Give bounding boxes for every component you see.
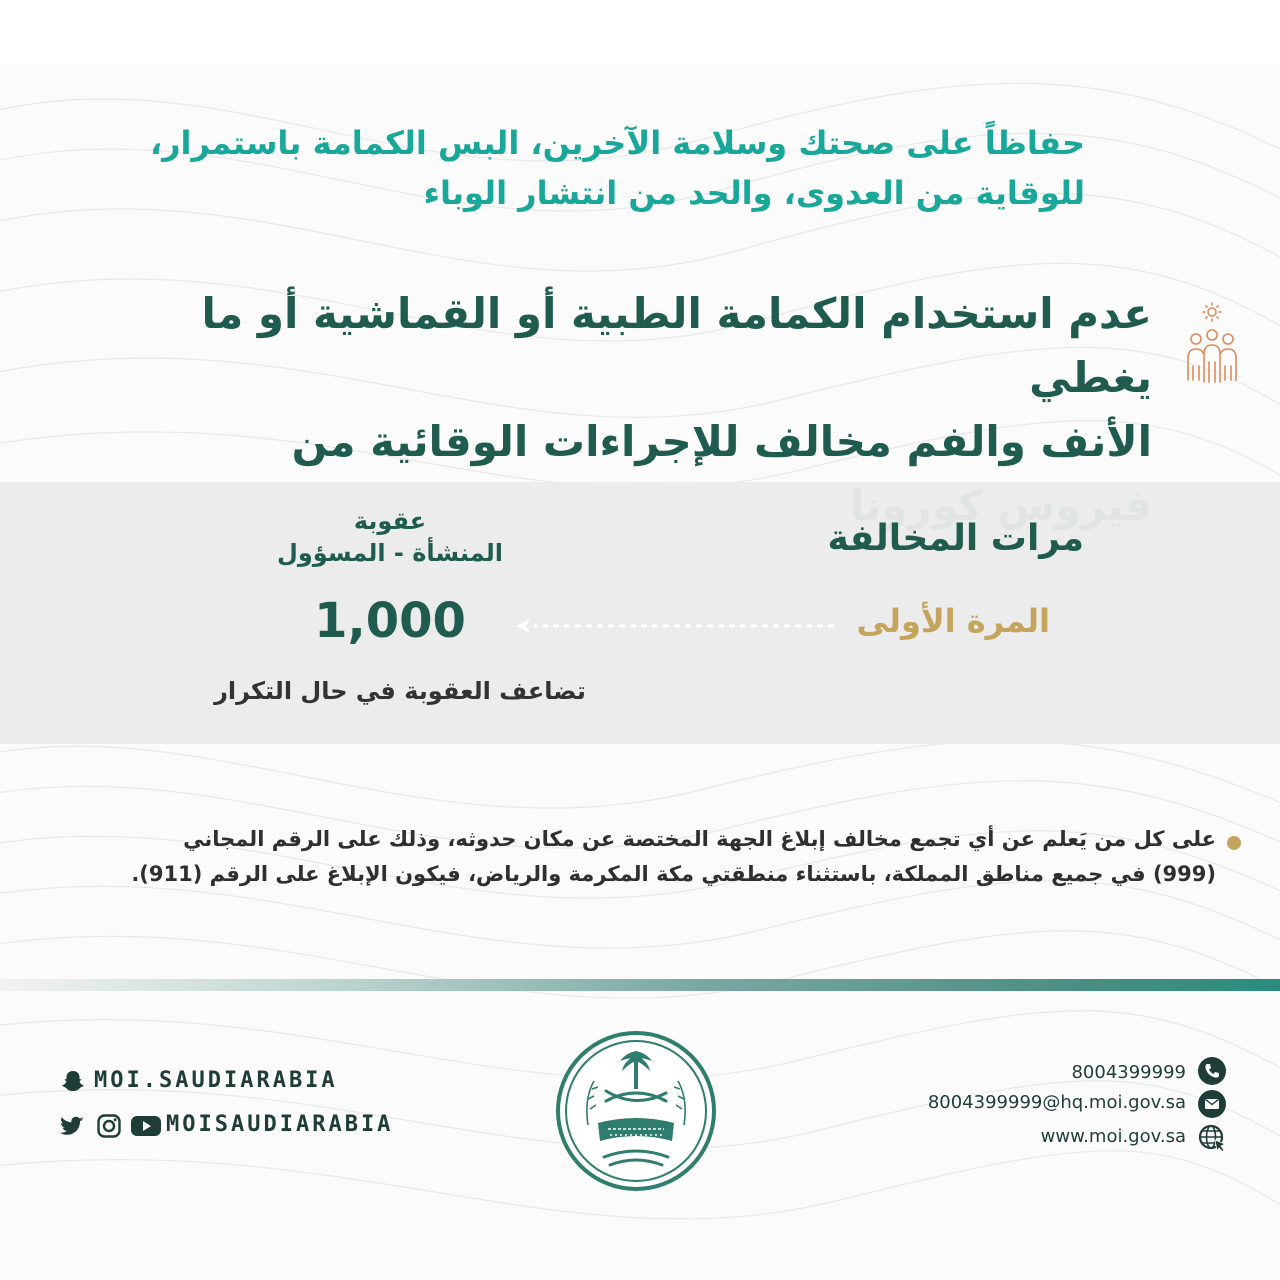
email-address[interactable]: 8004399999@hq.moi.gov.sa <box>927 1092 1186 1113</box>
globe-cursor-icon[interactable] <box>1197 1123 1227 1153</box>
phone-number[interactable]: 8004399999 <box>1071 1062 1186 1083</box>
penalty-header <box>240 505 540 569</box>
intro-line-1: حفاظاً على صحتك وسلامة الآخرين، البس الكمامة باستمرار، <box>149 124 1085 162</box>
intro-text <box>125 118 1085 218</box>
snapchat-handle[interactable]: MOI.SAUDIARABIA <box>94 1068 338 1093</box>
twitter-icon[interactable] <box>60 1113 86 1139</box>
website-link[interactable]: www.moi.gov.sa <box>1040 1126 1186 1147</box>
dashed-arrow-left-icon <box>514 617 836 635</box>
first-offense-label: المرة الأولى <box>856 602 1050 640</box>
youtube-icon[interactable] <box>130 1113 162 1139</box>
violation-times-title: مرات المخالفة <box>827 518 1084 559</box>
headline-line-1: عدم استخدام الكمامة الطبية أو القماشية أو ما يغطي <box>201 289 1152 402</box>
mail-icon[interactable] <box>1197 1089 1227 1119</box>
footer-divider <box>0 979 1280 991</box>
snapchat-icon[interactable] <box>60 1069 86 1095</box>
reporting-notice <box>112 822 1216 892</box>
repeat-note: تضاعف العقوبة في حال التكرار <box>214 677 586 705</box>
people-virus-icon <box>1180 302 1244 390</box>
notice-bullet <box>1227 836 1241 850</box>
top-white-margin <box>0 0 1280 64</box>
intro-line-2: للوقاية من العدوى، والحد من انتشار الوباء <box>423 174 1085 212</box>
instagram-icon[interactable] <box>96 1113 122 1139</box>
ministry-seal-emblem <box>554 1029 718 1193</box>
headline-line-2: الأنف والفم مخالف للإجراءات الوقائية من <box>291 417 1152 466</box>
notice-line-1: على كل من يَعلم عن أي تجمع مخالف إبلاغ الجهة المختصة عن مكان حدوثه، وذلك على الرقم المجاني <box>183 827 1216 851</box>
penalty-header-line-2: المنشأة - المسؤول <box>277 539 503 567</box>
notice-line-2: (999) في جميع مناطق المملكة، باستثناء منطقتي مكة المكرمة والرياض، فيكون الإبلاغ على الرقم (911). <box>131 862 1216 886</box>
social-handle[interactable]: MOISAUDIARABIA <box>166 1112 394 1137</box>
fine-amount: 1,000 <box>314 593 466 649</box>
phone-icon[interactable] <box>1197 1056 1227 1086</box>
penalty-header-line-1: عقوبة <box>353 507 427 535</box>
